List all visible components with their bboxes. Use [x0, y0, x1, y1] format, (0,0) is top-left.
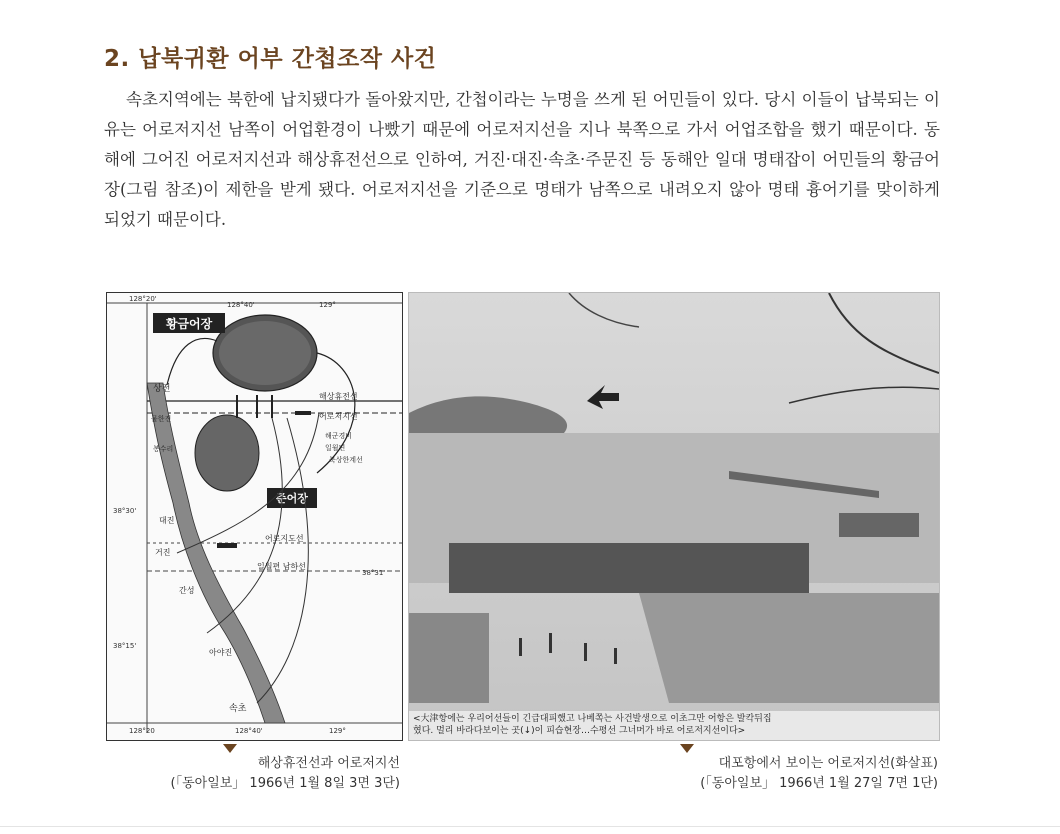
- map-svg: [107, 293, 402, 740]
- section-title: 2. 납북귀환 어부 간첩조작 사건: [104, 46, 437, 72]
- side-note-3: 북상한계선: [329, 456, 363, 464]
- harbor-photo: [408, 292, 940, 741]
- coord-top-1: 128°20': [129, 295, 157, 303]
- place-6: 간성: [179, 586, 195, 595]
- paragraph-text: 속초지역에는 북한에 납치됐다가 돌아왔지만, 간첩이라는 누명을 쓰게 된 어민들이 있다. 당시 이들이 납북되는 이유는 어로저지선 남쪽이 어업환경이 나빴기 때문에 어로저지선을 지나 북쪽으로 가서 어업조합을 했기 때문이다. 동해에 그어진 어로저지선과 해상휴전선으로 인하여, 거진·대진·속초·주문진 등 동해안 일대 명태잡이 어민들의 황금어장(그림 참조)이 제한을 받게 됐다. 어로저지선을 기준으로 명태가 남쪽으로 내려오지 않아 명태 흉어기를 맞이하게 되었기 때문이다.: [104, 90, 940, 229]
- coord-side-1: 38°30': [113, 507, 137, 515]
- place-4: 대진: [159, 516, 175, 525]
- line-label-armistice: 해상휴전선: [319, 392, 358, 401]
- photo-inner-caption: [413, 713, 935, 737]
- side-note-2: 일월편: [325, 444, 346, 452]
- photo-caption-line1: 대포항에서 보이는 어로저지선(화살표): [718, 756, 938, 771]
- coord-bottom-3: 129°: [329, 727, 346, 735]
- coord-top-3: 129°: [319, 301, 336, 309]
- place-2: 물한진: [151, 415, 172, 423]
- place-8: 속초: [229, 704, 247, 714]
- coord-right: 38°31': [362, 569, 386, 577]
- harbor-photo-svg: [409, 293, 939, 740]
- place-5: 거진: [155, 548, 171, 557]
- fishing-ground-area: [195, 415, 259, 491]
- photo-inner-caption-2: 혔다. 멀리 바라다보이는 곳(↓)이 피습현장…수평선 그너머가 바로 어로저지선이다>: [413, 726, 746, 736]
- map-caption-line2: (「동아일보」 1966년 1월 8일 3면 3단): [170, 776, 400, 791]
- place-3: 봉수리: [153, 445, 174, 453]
- map-figure: [106, 292, 403, 741]
- place-7: 아야진: [209, 648, 233, 657]
- coord-bottom-2: 128°40': [235, 727, 263, 735]
- bottom-rule: [0, 826, 1060, 827]
- line-label-guide: 어로지도선: [265, 534, 304, 543]
- side-note-1: 해군경비: [325, 432, 353, 440]
- fishing-ground-label: 준어장: [276, 492, 308, 505]
- photo-caption: [660, 754, 938, 794]
- photo-inner-caption-1: <大津항에는 우리어선들이 긴급대피했고 나베쪽는 사건발생으로 이초그만 어항은 발칵뒤집: [413, 714, 772, 724]
- map-caption-marker: [223, 744, 237, 753]
- coord-bottom-1: 128°20: [129, 727, 155, 735]
- line-label-fishing-limit: 어로저지선: [319, 412, 358, 421]
- coord-side-2: 38°15': [113, 642, 137, 650]
- map-caption-line1: 해상휴전선과 어로저지선: [257, 756, 400, 771]
- photo-caption-line2: (「동아일보」 1966년 1월 27일 7면 1단): [700, 776, 938, 791]
- golden-ground-label: 황금어장: [165, 317, 213, 331]
- map-caption: [150, 754, 400, 794]
- photo-caption-marker: [680, 744, 694, 753]
- line-label-southbound: 일월편 남하선: [257, 562, 306, 571]
- coord-top-2: 128°40': [227, 301, 255, 309]
- body-paragraph: [104, 85, 940, 235]
- place-1: 상전: [153, 384, 171, 394]
